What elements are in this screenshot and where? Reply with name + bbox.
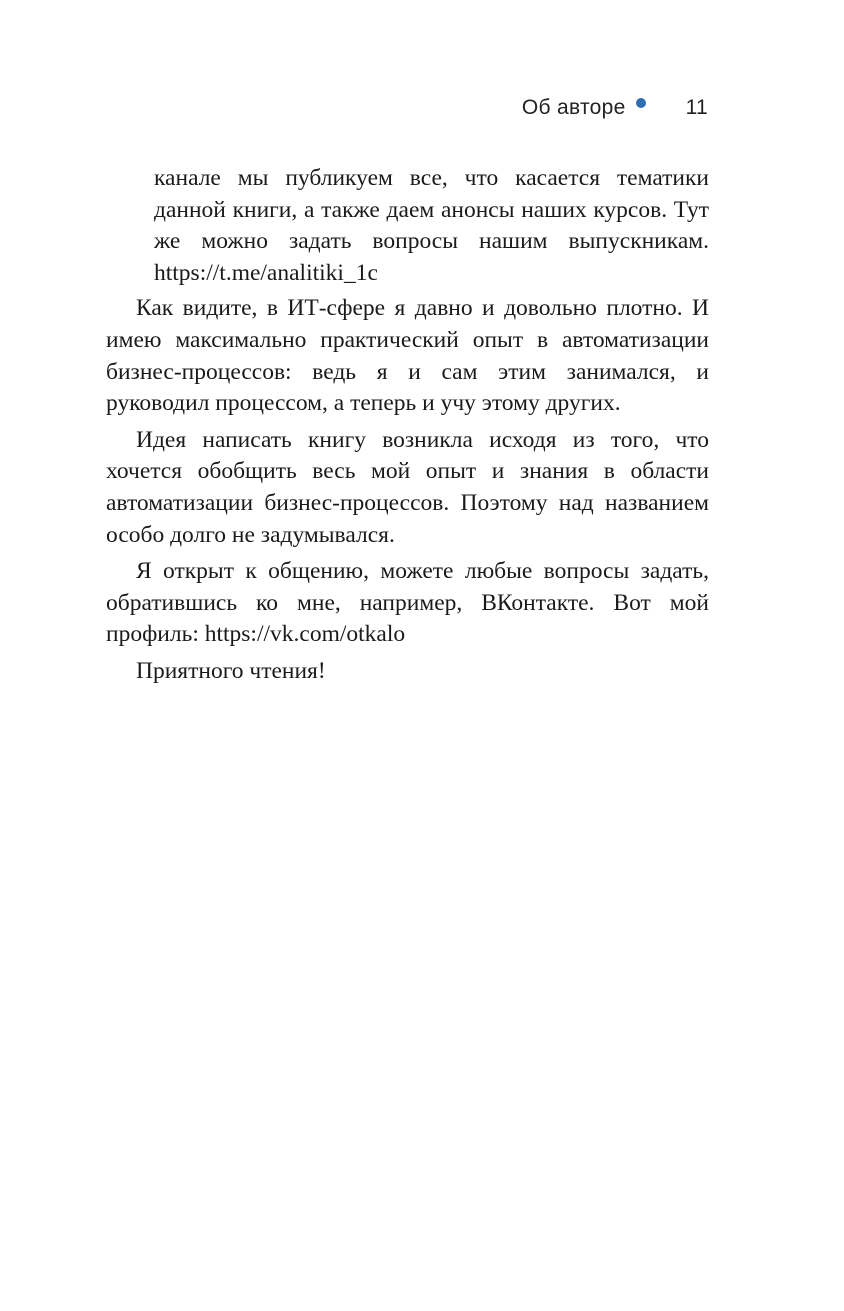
paragraph-book-idea: Идея написать книгу возникла исходя из того, что хочется обобщить весь мой опыт и знания в области автоматизации бизнес-процессов. Поэтому над названием особо долго не задумывался. <box>106 426 709 548</box>
bullet-dot-icon <box>636 98 646 108</box>
paragraph-experience: Как видите, в ИТ-сфере я давно и довольно плотно. И имею максимально практический опыт в автоматизации бизнес-процессов: ведь я и сам этим занимался, и руководил процессом, а теперь и учу этому других. <box>106 295 709 417</box>
running-header <box>522 96 708 120</box>
paragraph-closing: Приятного чтения! <box>136 657 326 684</box>
section-title: Об авторе <box>521 96 626 119</box>
page-number: 11 <box>685 96 708 119</box>
list-item-continuation: канале мы публикуем все, что касается тематики данной книги, а также даем анонсы наших курсов. Тут же можно задать вопросы нашим выпускникам. https://t.me/analitiki_1c <box>154 165 709 286</box>
paragraph-contact: Я открыт к общению, можете любые вопросы задать, обратившись ко мне, например, ВКонтакте. Вот мой профиль: https://vk.com/otkalo <box>106 558 709 648</box>
page-body <box>106 163 709 688</box>
